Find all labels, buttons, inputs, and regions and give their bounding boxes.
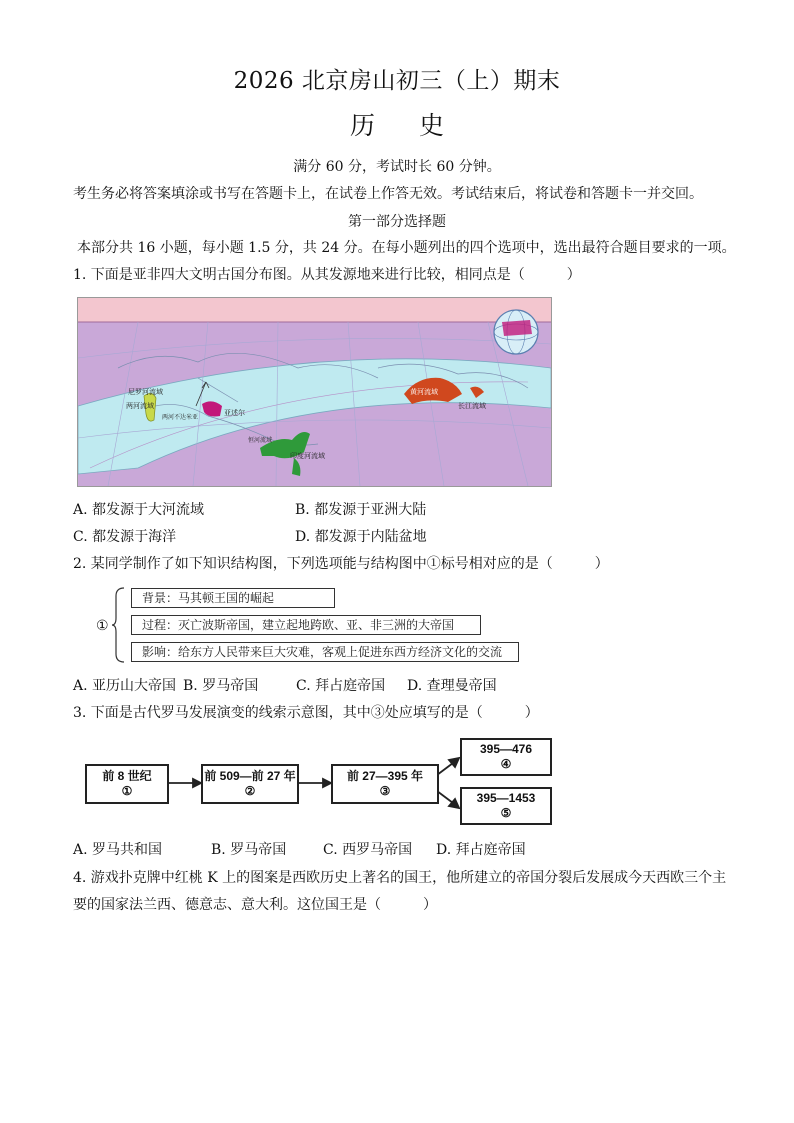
q2-option-a[interactable]: A. 亚历山大帝国 [73, 678, 177, 694]
score-note: 满分 60 分，考试时长 60 分钟。 [293, 159, 501, 175]
q3-option-c[interactable]: C. 西罗马帝国 [323, 842, 413, 858]
map-graphic [78, 298, 551, 486]
q3-node-5-marker: ⑤ [500, 806, 512, 820]
map-label-persia: 亚述尔 [224, 409, 245, 417]
q3-node-1 [85, 764, 169, 804]
q3-option-b[interactable]: B. 罗马帝国 [211, 842, 287, 858]
map-label-egypt: 尼罗河流域 [128, 388, 163, 396]
q2-box-process: 过程：灭亡波斯帝国，建立起地跨欧、亚、非三洲的大帝国 [131, 615, 481, 635]
q1-option-b[interactable]: B. 都发源于亚洲大陆 [295, 502, 427, 518]
q1-option-a[interactable]: A. 都发源于大河流域 [73, 502, 205, 518]
q2-box-background: 背景：马其顿王国的崛起 [131, 588, 335, 608]
q3-node-2-period: 前 509—前 27 年 [204, 769, 296, 783]
map-label-misc: 两河不达米亚 [162, 414, 199, 421]
q3-node-3 [331, 764, 439, 804]
q3-stem: 3. 下面是古代罗马发展演变的线索示意图，其中③处应填写的是（ ） [73, 705, 539, 721]
q2-box-impact: 影响：给东方人民带来巨大灾难，客观上促进东西方经济文化的交流 [131, 642, 519, 662]
exam-instructions: 考生务必将答案填涂或书写在答题卡上，在试卷上作答无效。考试结束后，将试卷和答题卡一并交回。 [73, 186, 703, 202]
map-label-yangtze: 长江流域 [458, 402, 486, 410]
q2-option-c[interactable]: C. 拜占庭帝国 [296, 678, 386, 694]
q2-brace [112, 586, 126, 664]
q2-marker: ① [96, 618, 109, 634]
q2-option-b[interactable]: B. 罗马帝国 [183, 678, 259, 694]
q3-node-3-marker: ③ [379, 784, 391, 798]
section-title: 第一部分选择题 [348, 214, 446, 230]
q3-node-2-marker: ② [244, 784, 256, 798]
q3-node-4-period: 395—476 [479, 742, 533, 756]
map-label-india: 印度河流域 [290, 452, 325, 460]
map-label-ganges: 恒河流域 [248, 437, 273, 444]
q3-node-1-period: 前 8 世纪 [102, 769, 152, 783]
q3-node-3-period: 前 27—395 年 [346, 769, 424, 783]
q3-node-5 [460, 787, 552, 825]
map-label-yellow-river: 黄河流域 [410, 388, 438, 396]
q3-option-d[interactable]: D. 拜占庭帝国 [436, 842, 526, 858]
q3-option-a[interactable]: A. 罗马共和国 [73, 842, 163, 858]
subject-char-2: 史 [419, 111, 445, 140]
q1-option-c[interactable]: C. 都发源于海洋 [73, 529, 177, 545]
q3-node-5-period: 395—1453 [476, 791, 536, 805]
page-title: 2026 北京房山初三（上）期末 [233, 68, 561, 94]
q1-option-d[interactable]: D. 都发源于内陆盆地 [295, 529, 427, 545]
q1-stem: 1. 下面是亚非四大文明古国分布图。从其发源地来进行比较，相同点是（ ） [73, 267, 581, 283]
section-description: 本部分共 16 小题，每小题 1.5 分，共 24 分。在每小题列出的四个选项中，选出最符合题目要求的一项。 [77, 240, 736, 256]
q3-node-4-marker: ④ [500, 757, 512, 771]
q2-stem: 2. 某同学制作了如下知识结构图，下列选项能与结构图中①标号相对应的是（ ） [73, 556, 609, 572]
q4-stem-line-1: 4. 游戏扑克牌中红桃 K 上的图案是西欧历史上著名的国王，他所建立的帝国分裂后发展成今天西欧三个主 [73, 870, 727, 886]
map-label-mesopotamia: 两河流域 [126, 402, 154, 410]
civilizations-map [77, 297, 552, 487]
subject-title [0, 106, 794, 142]
q2-option-d[interactable]: D. 查理曼帝国 [407, 678, 497, 694]
subject-char-1: 历 [349, 111, 375, 140]
q3-node-1-marker: ① [121, 784, 133, 798]
q4-stem-line-2: 要的国家法兰西、德意志、意大利。这位国王是（ ） [73, 897, 437, 913]
q3-node-2 [201, 764, 299, 804]
q3-node-4 [460, 738, 552, 776]
